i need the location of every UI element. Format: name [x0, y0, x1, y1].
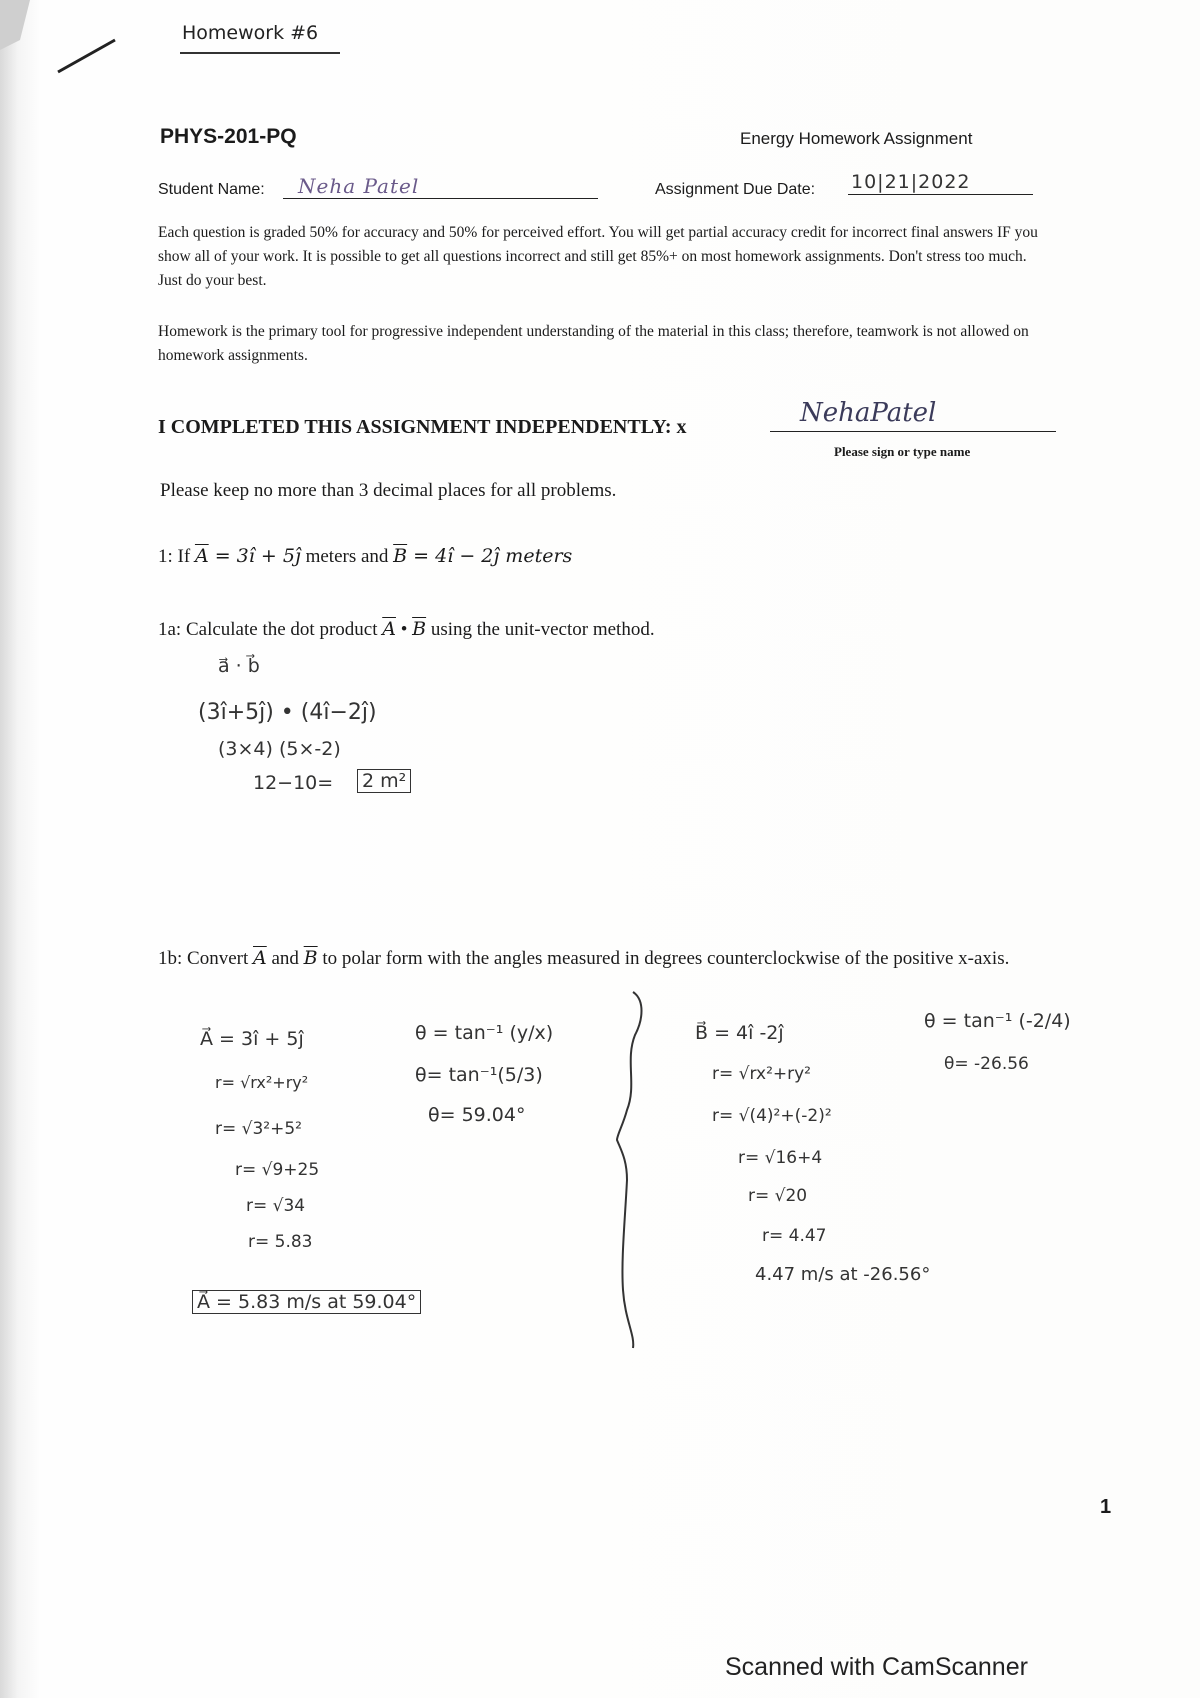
grading-instructions: Each question is graded 50% for accuracy and 50% for perceived effort. You will get partial accuracy credit for incorrect final answers IF you show all of your work. It is possible to get all questions incorrect and still get 85%+ on most homework assignments. Don't stress too much. Just do your best. [158, 224, 1038, 289]
q1b-suffix: to polar form with the angles measured in degrees counterclockwise of the positive x-axis. [317, 948, 1010, 969]
q1a-work-line-1: a⃗ · b⃗ [218, 655, 260, 677]
q1b-a-theta-1: θ = tan⁻¹ (y/x) [415, 1022, 554, 1044]
q1a-prefix: 1a: Calculate the dot product [158, 619, 383, 640]
page-number: 1 [1100, 1496, 1112, 1518]
q1b-a-answer: A⃗ = 5.83 m/s at 59.04° [192, 1290, 421, 1314]
q1b-a-work-2: r= √rx²+ry² [215, 1073, 309, 1092]
q1a-work-line-4: 12−10= [253, 772, 334, 794]
course-code: PHYS-201-PQ [160, 125, 297, 148]
q1b-a-work-1: A⃗ = 3î + 5ĵ [200, 1028, 304, 1050]
signature-line [770, 431, 1056, 432]
vector-b-symbol: $\overline{B}$ [393, 545, 408, 567]
question-1b [158, 941, 1088, 976]
due-date-line [848, 194, 1033, 195]
q1b-a-work-6: r= 5.83 [248, 1232, 313, 1252]
work-divider-brace [615, 990, 655, 1350]
q1b-a-work-5: r= √34 [246, 1196, 306, 1216]
q1a-work-line-2: (3î+5ĵ) • (4î−2ĵ) [198, 700, 377, 725]
vector-b-expression: = 4î − 2ĵ meters [407, 545, 573, 567]
q1a-b: $\overline{B}$ [412, 618, 427, 640]
q1b-b: $\overline{B}$ [303, 947, 318, 969]
independence-instructions: Homework is the primary tool for progressive independent understanding of the material in this class; therefore, teamwork is not allowed on homework assignments. [158, 323, 1029, 364]
q1b-b-theta-1: θ = tan⁻¹ (-2/4) [924, 1010, 1071, 1032]
signature: NehaPatel [800, 398, 937, 428]
q1b-a-work-3: r= √3²+5² [215, 1119, 302, 1139]
q1b-a-theta-3: θ= 59.04° [428, 1104, 526, 1126]
vector-a-symbol: $\overline{A}$ [194, 545, 209, 567]
scanner-watermark: Scanned with CamScanner [725, 1653, 1028, 1681]
q1b-b-answer: 4.47 m/s at -26.56° [755, 1264, 931, 1285]
independence-declaration: I COMPLETED THIS ASSIGNMENT INDEPENDENTLY: x [158, 416, 687, 438]
q1b-and: and [266, 948, 304, 969]
q1a-suffix: using the unit-vector method. [426, 619, 655, 640]
assignment-title: Energy Homework Assignment [740, 129, 973, 148]
question-1 [158, 545, 572, 568]
q1b-b-work-5: r= √20 [748, 1186, 808, 1206]
signature-caption: Please sign or type name [834, 444, 971, 459]
q1a-work-line-3: (3×4) (5×-2) [218, 738, 341, 760]
q1-prefix: 1: If [158, 546, 191, 567]
q1b-a-work-4: r= √9+25 [235, 1160, 320, 1180]
student-name-line [283, 198, 598, 199]
q1b-b-work-3: r= √(4)²+(-2)² [712, 1106, 832, 1126]
q1b-a: $\overline{A}$ [253, 947, 267, 969]
q1b-b-theta-2: θ= -26.56 [944, 1054, 1029, 1074]
student-name-value: Neha Patel [298, 174, 420, 198]
due-date-label: Assignment Due Date: [655, 181, 816, 198]
folded-corner-mark [0, 0, 120, 80]
homework-title-underline [180, 52, 340, 54]
vector-a-expression: = 3î + 5ĵ [208, 545, 301, 567]
q1a-a: $\overline{A}$ [382, 618, 396, 640]
q1b-b-work-1: B⃗ = 4î -2ĵ [695, 1022, 784, 1044]
q1b-b-work-4: r= √16+4 [738, 1148, 823, 1168]
q1b-a-theta-2: θ= tan⁻¹(5/3) [415, 1064, 543, 1086]
q1b-prefix: 1b: Convert [158, 948, 253, 969]
decimal-note: Please keep no more than 3 decimal places for all problems. [160, 480, 617, 501]
q1b-b-work-2: r= √rx²+ry² [712, 1064, 811, 1084]
homework-title: Homework #6 [182, 22, 319, 44]
q1a-answer: 2 m² [357, 769, 411, 793]
q1b-b-work-6: r= 4.47 [762, 1226, 827, 1246]
question-1a [158, 618, 655, 641]
due-date-value: 10|21|2022 [851, 171, 971, 193]
student-name-label: Student Name: [158, 181, 265, 198]
q1a-dot: • [395, 619, 413, 640]
q1-middle: meters and [300, 546, 394, 567]
